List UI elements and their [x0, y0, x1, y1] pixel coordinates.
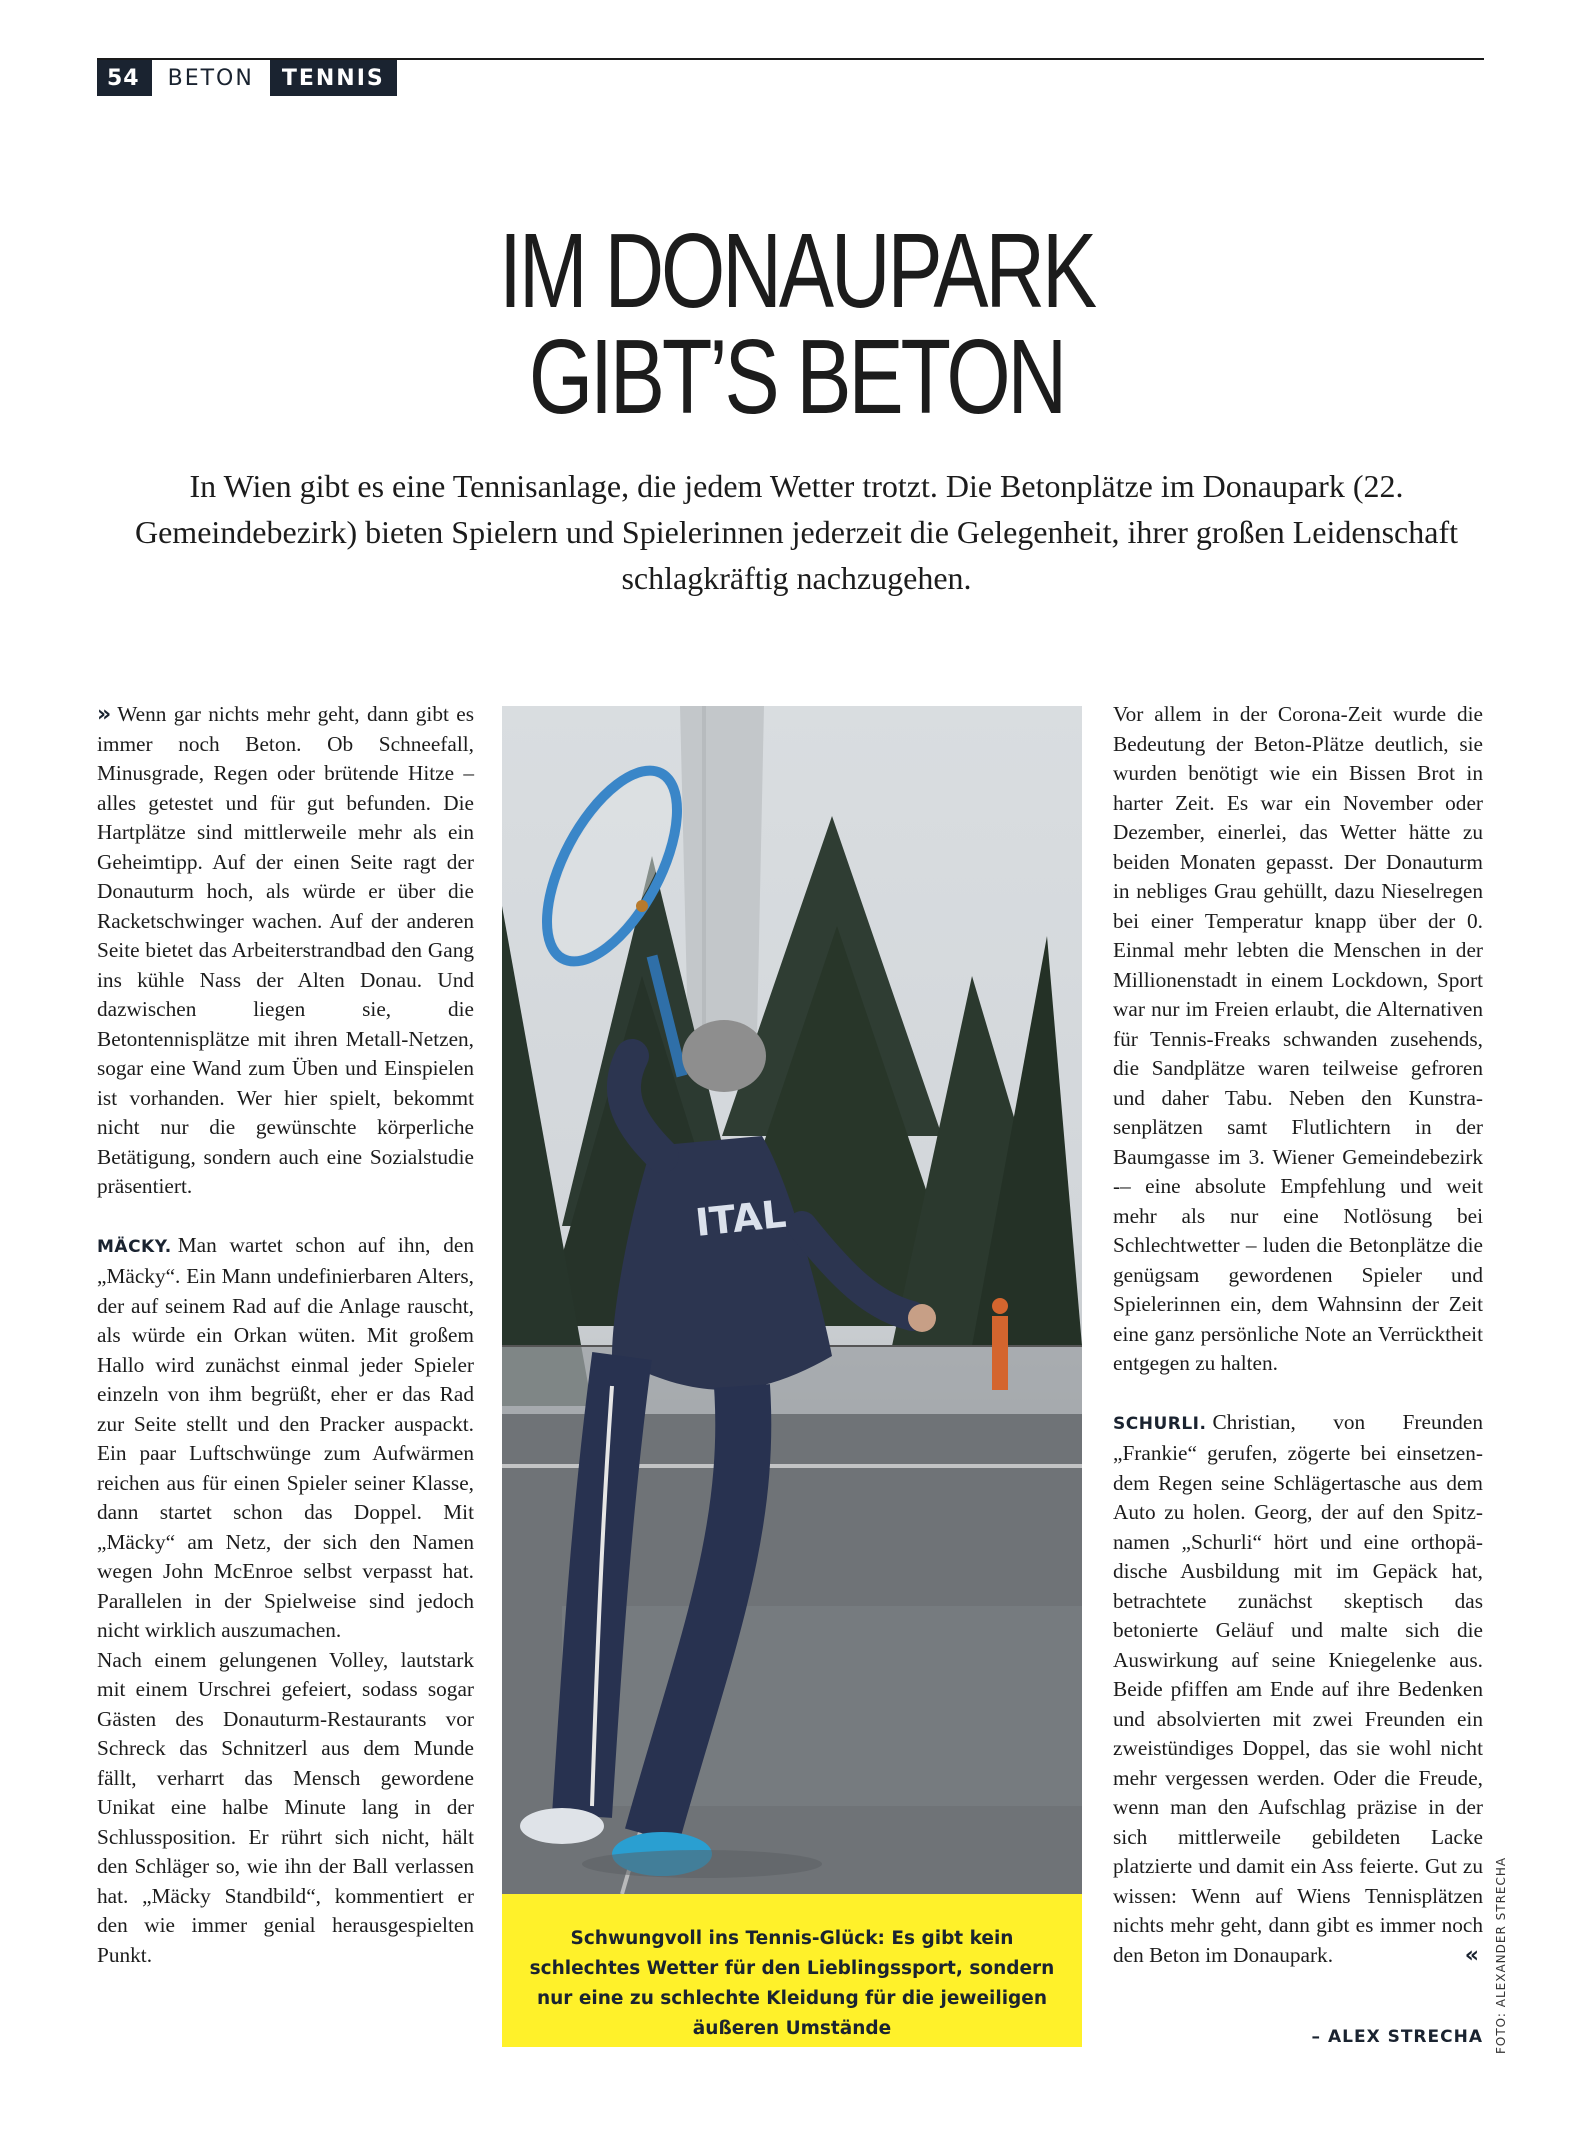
left-paragraph-2: [97, 1231, 474, 1646]
headline-line-1: IM DONAUPARK: [499, 212, 1094, 330]
photo-credit: FOTO: ALEXANDER STRECHA: [1494, 1856, 1508, 2054]
kicker-maecky: MÄCKY.: [97, 1236, 172, 1257]
left-paragraph-1: [97, 700, 474, 1202]
headline-line-2: GIBT’S BETON: [528, 318, 1065, 436]
author-byline: – ALEX STRECHA: [1311, 2027, 1483, 2047]
player-beanie: [682, 1020, 766, 1092]
right-column: [1113, 700, 1483, 1970]
right-paragraph-1: Vor allem in der Corona-Zeit wurde die Bedeutung der Beton-Plätze deutlich, sie wurden benötigt wie ein Bissen Brot in harter Zeit. Es war ein November oder Dezember, einerlei, das Wetter hätte zu beiden Monaten gepasst. Der Donauturm in nebliges Grau gehüllt, dazu Nieselregen bei einer Temperatur knapp über der 0. Einmal mehr lebten die Menschen in der Millionenstadt in einem Lockdown, Sport war nur im Freien erlaubt, die Alternativen für Tennis-Freaks schwanden zusehends, die Sandplätze waren teilweise gefroren und daher Tabu. Neben den Kunstrasenplätzen samt Flutlichtern in der Baumgasse im 3. Wiener Gemeindebezirk -– eine absolute Empfehlung und weit mehr als nur eine Notlösung bei Schlechtwetter – luden die Betonplätze die genügsam gewordenen Spieler und Spielerinnen ein, dem Wahnsinn der Zeit eine ganz persönliche Note an Verrücktheit entgegen zu halten.: [1113, 702, 1483, 1375]
page-number: 54: [97, 60, 152, 96]
left-paragraph-1-text: Wenn gar nichts mehr geht, dann gibt es immer noch Beton. Ob Schneefall, Minusgrade, Regen oder brütende Hitze – alles getestet und für gut befunden. Die Hartplätze sind mittlerweile mehr als ein Geheimtipp. Auf der einen Seite ragt der Donauturm hoch, als würde er über die Racketschwinger wachen. Auf der anderen Seite bietet das Arbeiterstrandbad den Gang ins kühle Nass der Alten Donau. Und dazwischen liegen sie, die Betontennisplätze mit ihren Metall-Netzen, sogar eine Wand zum Üben und Einspielen ist vorhanden. Wer hier spielt, bekommt nicht nur die gewünschte körperliche Betätigung, sondern auch eine Sozialstudie präsentiert.: [97, 702, 474, 1198]
right-paragraph-2-text: Christian, von Freunden „Frankie“ gerufen, zögerte bei einsetzendem Regen seine Schlägertasche aus dem Auto zu holen. Georg, der auf den Spitznamen „Schurli“ hört und eine orthopädische Ausbildung mit im Gepäck hat, betrachtete zunächst skeptisch das betonierte Geläuf und malte sich die Auswirkung auf seine Kniegelenke aus. Beide pfiffen am Ende auf ihre Bedenken und absolvierten mit zwei Freunden ein zweistündiges Doppel, das sie wohl nicht mehr vergessen werden. Oder die Freude, wenn man den Aufschlag präzise in der sich mittlerweile gebildeten Lacke platzierte und damit ein Ass feierte. Gut zu wissen: Wenn auf Wiens Tennisplätzen nichts mehr geht, dann gibt es immer noch den Beton im Donaupark.: [1113, 1409, 1483, 1967]
left-paragraph-3: Nach einem gelungenen Volley, lautstark mit einem Urschrei gefeiert, sodass sogar Gästen des Donauturm-Restaurants vor Schreck das Schnitzerl aus dem Munde fällt, verharrt das Mensch gewordene Unikat eine halbe Minute lang in der Schlussposition. Er rührt sich nicht, hält den Schläger so, wie ihn der Ball verlassen hat. „Mäcky Standbild“, kommentiert er den wie immer genial herausgespielten Punkt.: [97, 1647, 474, 1967]
article-end-marker: «: [1464, 1942, 1479, 1968]
lead-paragraph: In Wien gibt es eine Tennisanlage, die jedem Wetter trotzt. Die Betonplätze im Donaupark (22. Gemeindebezirk) bieten Spielern und Spielerinnen jederzeit die Gelegenheit, ihrer großen Leidenschaft schlagkräftig nachzugehen.: [134, 468, 1458, 596]
section-subcategory: TENNIS: [270, 60, 397, 96]
tennis-ball: [636, 900, 648, 912]
headline: [175, 212, 1418, 436]
section-tag: [97, 60, 397, 96]
right-paragraph-2: [1113, 1408, 1483, 1971]
photo-caption: Schwungvoll ins Tennis-Glück: Es gibt kein schlechtes Wetter für den Lieblingssport, sondern nur eine zu schlechte Kleidung für die jeweiligen äußeren Umstände: [502, 1894, 1082, 2047]
article-start-marker: »: [97, 702, 112, 727]
tennis-photo: [502, 706, 1082, 1894]
section-category: BETON: [152, 60, 270, 96]
tennis-player-illustration: [502, 706, 1082, 1894]
kicker-schurli: SCHURLI.: [1113, 1413, 1207, 1434]
left-column: [97, 700, 474, 1970]
left-paragraph-2-text: Man wartet schon auf ihn, den „Mäcky“. Ein Mann undefinierbaren Alters, der auf seinem Rad auf die Anlage rauscht, als würde ein Orkan wüten. Mit großem Hallo wird zunächst einmal jeder Spieler einzeln von ihm begrüßt, eher er das Rad zur Seite stellt und den Pracker auspackt. Ein paar Luftschwünge zum Aufwärmen reichen aus für einen Spieler seiner Klasse, dann startet schon das Doppel. Mit „Mäcky“ am Netz, der sich den Namen wegen John McEnroe selbst verpasst hat. Parallelen in der Spielweise sind jedoch nicht wirklich auszumachen.: [97, 1232, 474, 1642]
hoodie-lettering: ITAL: [693, 1191, 789, 1245]
donauturm-tower: [680, 706, 764, 1036]
